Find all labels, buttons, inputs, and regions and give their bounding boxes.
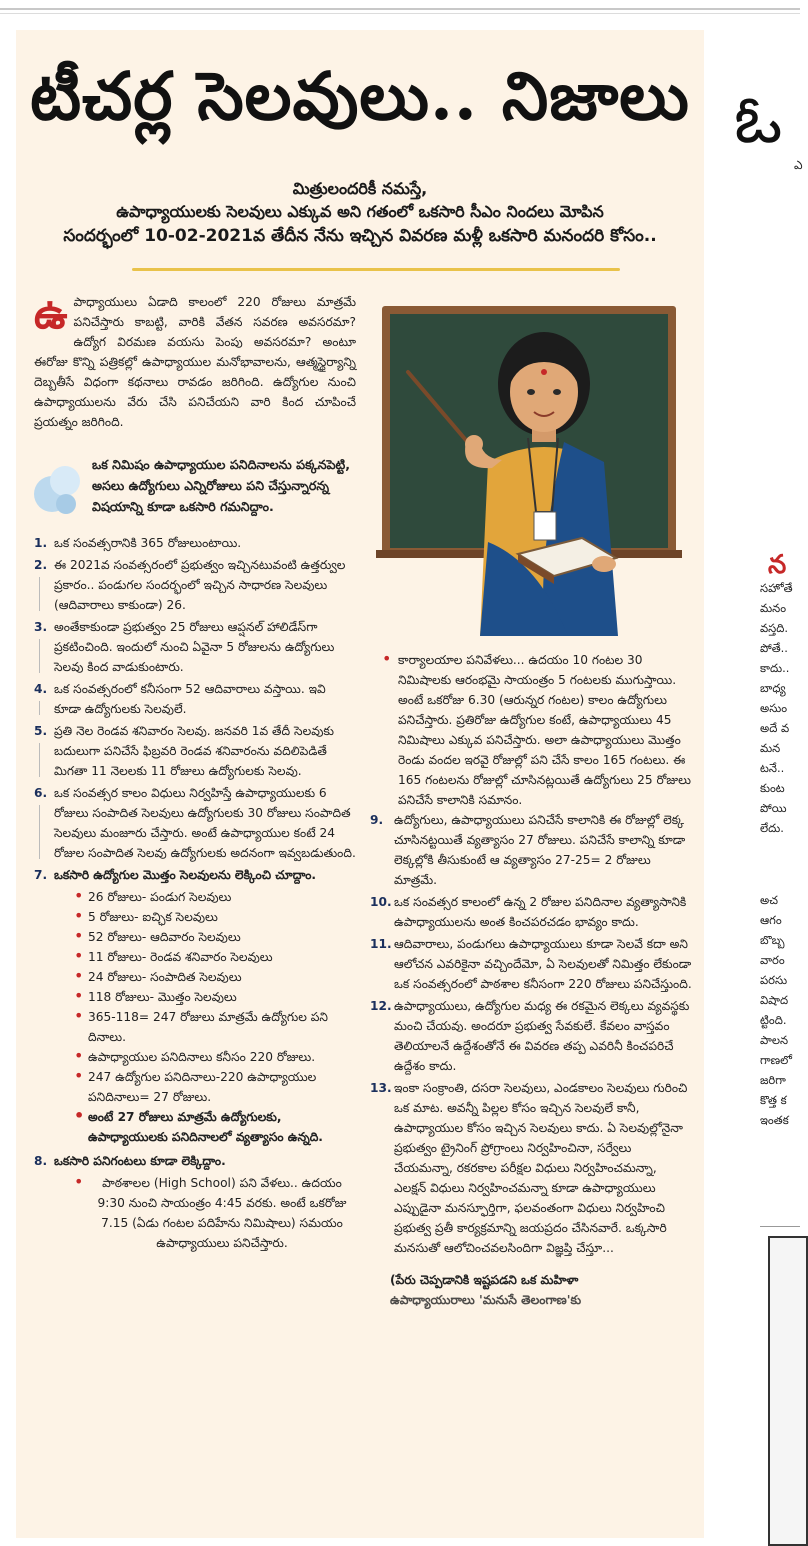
point-text: ఒక సంవత్సర కాలంలో ఉన్న 2 రోజుల పనిదినాల వ్యత్యాసానికి ఉపాధ్యాయులను అంత కించపరచడం భావ్యం కాదు. [394, 895, 687, 929]
school-hours [54, 1173, 356, 1253]
signoff: (పేరు చెప్పడానికి ఇష్టపడని ఒక మహిళా [390, 1273, 579, 1287]
list-item [34, 555, 356, 615]
point-number: 3. [34, 620, 48, 634]
point-text: ఆదివారాలు, పండుగలు ఉపాధ్యాయులు కూడా సెలవే కదా అని ఆలోచన ఎవరికైనా వచ్చిందేమో, ఏ సెలవులతో నిమిత్తం లేకుండా ఒక సంవత్సరంలో పాఠశాల కనీసంగా 220 రోజులు పనిచేస్తుంది. [394, 937, 692, 991]
holiday-tally [54, 887, 356, 1147]
point-text: ఇంకా సంక్రాంతి, దసరా సెలవులు, ఎండకాలం సెలవులు గురించి ఒక మాట. అవన్నీ పిల్లల కోసం ఇచ్చిన సెలవులే కానీ, ఉపాధ్యాయుల కోసం ఇచ్చిన సెలవులు కాదు. ఏ సెలవుల్లోనైనా ప్రభుత్వం ట్రైనింగ్ ప్రోగ్రాంలు నిర్వహించినా, సర్వేలు చేయమన్నా, రకరకాల పరీక్షల విధులు నిర్వహించమన్నా, ఎలక్షన్ విధులు నిర్వహించమన్నా కూడా ఉపాధ్యాయులు ఎప్పుడైనా మనస్ఫూర్తిగా, ఫలవంతంగా విధులు నిర్వహించి ప్రభుత్వ ప్రతీ కార్యక్రమాన్ని జయప్రదం చేసినవారే. ఒక్కసారి మనసుతో ఆలోచించవలసిందిగా విజ్ఞప్తి చేస్తూ... [394, 1081, 688, 1255]
adjacent-cartoon-panel [768, 1236, 808, 1546]
teacher-illustration [368, 292, 690, 636]
intro-underline [132, 268, 620, 271]
adjacent-intro: ఎ [794, 158, 803, 172]
intro-line-3: సందర్భంలో 10-02-2021వ తేదీన నేను ఇచ్చిన వివరణ మళ్లీ ఒకసారి మనందరి కోసం.. [63, 226, 657, 246]
tally-item-conclusion: • అంటే 27 రోజులు మాత్రమే ఉద్యోగులకు, ఉపాధ్యాయులకు పనిదినాలలో వ్యత్యాసం ఉన్నది. [54, 1107, 356, 1147]
right-column [370, 650, 692, 1307]
school-hours-item: • పాఠశాలల (High School) పని వేళలు.. ఉదయం 9:30 నుంచి సాయంత్రం 4:45 వరకు. అంటే ఒకరోజు 7.15 (ఏడు గంటల పదిహేను నిమిషాలు) సమయం ఉపాధ్యాయులు పనిచేస్తారు. [54, 1173, 356, 1253]
list-item [34, 533, 356, 553]
point-number: 8. [34, 1154, 48, 1168]
point-text: ఒక సంవత్సర కాలం విధులు నిర్వహిస్తే ఉపాధ్యాయులకు 6 రోజులు సంపాదిత సెలవులు ఉద్యోగులకు 30 రోజులు సంపాదిత సెలవులు మంజూరు చేస్తారు. అంటే ఉపాధ్యాయుల కంటే 24 రోజుల సంపాదిత సెలవు ఉద్యోగులకు అదనంగా ఇవ్వబడుతుంది. [54, 786, 356, 860]
bubble-decoration-icon [34, 458, 86, 522]
point-text: ఒకసారి పనిగంటలు కూడా లెక్కిద్దాం. [54, 1154, 226, 1168]
top-rule [0, 8, 800, 10]
adjacent-subhead: న [768, 550, 787, 580]
point-number: 12. [370, 999, 392, 1013]
lead-paragraph [34, 289, 356, 432]
list-item [34, 721, 356, 781]
point-text: ఒకసారి ఉద్యోగుల మొత్తం సెలవులను లెక్కించి చూద్దాం. [54, 868, 317, 882]
point-number: 7. [34, 868, 48, 882]
adjacent-divider [760, 1226, 800, 1227]
point-number: 11. [370, 937, 392, 951]
points-list-right [370, 810, 692, 1258]
tally-item: • 11 రోజులు- రెండవ శనివారం సెలవులు [54, 947, 356, 967]
point-text: ఉపాధ్యాయులు, ఉద్యోగుల మధ్య ఈ రకమైన లెక్కలు వ్యవస్థకు మంచి చేయవు. అందరూ ప్రభుత్వ సేవకులే. కేవలం వాస్తవం తెలియాలనే ఉద్దేశంతోనే ఈ వివరణ తప్ప ఎవరినీ కించపరిచే ఉద్దేశం కాదు. [394, 999, 690, 1073]
signoff-cut: ఉపాధ్యాయురాలు 'మనుసే తెలంగాణ'కు [390, 1293, 582, 1307]
tally-item: • 5 రోజులు- ఐచ్ఛిక సెలవులు [54, 907, 356, 927]
list-item [370, 892, 692, 932]
list-item [34, 865, 356, 1147]
adjacent-headline: ఓ [734, 81, 783, 158]
headline: టీచర్ల సెలవులు.. నిజాలు [30, 57, 690, 135]
point-number: 2. [34, 558, 48, 572]
intro-line-2: ఉపాధ్యాయులకు సెలవులు ఎక్కువ అని గతంలో ఒకసారి సీఎం నిందలు మోపిన [116, 202, 604, 221]
list-item [34, 1151, 356, 1253]
top-rule-thin [0, 13, 800, 14]
tally-item: • 365-118= 247 రోజులు మాత్రమే ఉద్యోగుల పని దినాలు. [54, 1007, 356, 1047]
callout-text: ఒక నిమిషం ఉపాధ్యాయుల పనిదినాలను పక్కనపెట్టి, అసలు ఉద్యోగులు ఎన్నిరోజులు పని చేస్తున్నారన్న విషయాన్ని కూడా ఒకసారి గమనిద్దాం. [92, 457, 351, 514]
id-badge [534, 512, 556, 540]
point-text: ఒక సంవత్సరంలో కనీసంగా 52 ఆదివారాలు వస్తాయి. ఇవి కూడా ఉద్యోగులకు సెలవులే. [54, 682, 326, 716]
tally-item: • 26 రోజులు- పండుగ సెలవులు [54, 887, 356, 907]
point-number: 13. [370, 1081, 392, 1095]
list-item [370, 810, 692, 890]
list-item [34, 679, 356, 719]
point-number: 1. [34, 536, 48, 550]
office-hours-item: • కార్యాలయాల పనివేళలు... ఉదయం 10 గంటల 30 నిమిషాలకు ఆరంభమై సాయంత్రం 5 గంటలకు ముగుస్తాయి. అంటే ఒకరోజు 6.30 (ఆరున్నర గంటల) కాలం ఉద్యోగులు పనిచేస్తారు. ప్రతిరోజు ఉద్యోగుల కంటే, ఉపాధ్యాయులు 45 నిమిషాలు ఎక్కువ పనిచేస్తారు. అలా ఉపాధ్యాయులు మొత్తం రెండు వందల ఇరవై రోజుల్లో పని చేసే కాలం 165 గంటలు. ఈ 165 గంటలను రోజుల్లో చూసినట్లయితే ఉద్యోగులు 25 రోజులు పనిచేసే కాలానికి సమానం. [370, 650, 692, 810]
point-number: 4. [34, 682, 48, 696]
intro-block [16, 178, 704, 248]
list-item [34, 617, 356, 677]
point-number: 10. [370, 895, 392, 909]
point-text: ప్రతి నెల రెండవ శనివారం సెలవు. జనవరి 1వ తేదీ సెలవుకు బదులుగా పనిచేసే ఫిబ్రవరి రెండవ శనివారంను వదిలిపెడితే మిగతా 11 నెలలకు 11 రోజులు ఉద్యోగులకు సెలవు. [54, 724, 334, 778]
intro-greeting: మిత్రులందరికీ నమస్తే, [292, 179, 428, 198]
adjacent-text-2: అచ ఆగం బొబ్బ వారం పరసు విషాద ట్టింది. పాలన గాణలో జరిగా కొత్త క ఇంతక [760, 893, 792, 1127]
point-number: 6. [34, 786, 48, 800]
teacher-illustration-svg [368, 292, 690, 636]
point-text: ఉద్యోగులు, ఉపాధ్యాయులు పనిచేసే కాలానికి ఈ రోజుల్లో లెక్క చూసినట్టయితే వ్యత్యాసం 27 రోజులు. పనిచేసే కాలాన్ని కూడా లెక్కల్లోకి తీసుకుంటే ఆ వ్యత్యాసం 27-25= 2 రోజులు మాత్రమే. [394, 813, 686, 887]
tally-item: • 118 రోజులు- మొత్తం సెలవులు [54, 987, 356, 1007]
drop-cap: ఉ [34, 289, 68, 338]
list-item [34, 783, 356, 863]
tally-item: • 24 రోజులు- సంపాదిత సెలవులు [54, 967, 356, 987]
adjacent-text-1: సహోతే మనం వస్తది. పోతే.. కాదు.. బాధ్య అసుం అదే వ మన టనే.. కుంట పోయి లేదు. [760, 581, 793, 835]
point-text: ఒక సంవత్సరానికి 365 రోజులుంటాయి. [54, 536, 242, 550]
point-number: 9. [370, 813, 384, 827]
tally-item: • 52 రోజులు- ఆదివారం సెలవులు [54, 927, 356, 947]
left-column [34, 289, 356, 1257]
points-list-left [34, 533, 356, 1253]
tally-item: • ఉపాధ్యాయుల పనిదినాలు కనీసం 220 రోజులు. [54, 1047, 356, 1067]
callout [34, 454, 356, 517]
tally-item: • 247 ఉద్యోగుల పనిదినాలు-220 ఉపాధ్యాయుల పనిదినాలు= 27 రోజులు. [54, 1067, 356, 1107]
list-item [370, 934, 692, 994]
point-number: 5. [34, 724, 48, 738]
point-text: అంతేకాకుండా ప్రభుత్వం 25 రోజులు ఆప్షనల్ హాలిడేస్‌గా ప్రకటించింది. ఇందులో నుంచి ఏవైనా 5 రోజులను ఉద్యోగులు సెలవు కింద వాడుకుంటారు. [54, 620, 335, 674]
list-item [370, 1078, 692, 1258]
adjacent-article [716, 30, 803, 1538]
point-text: ఈ 2021వ సంవత్సరంలో ప్రభుత్వం ఇచ్చినటువంటి ఉత్తర్వుల ప్రకారం.. పండుగల సందర్భంలో ఇచ్చిన సాధారణ సెలవులు (ఆదివారాలు కాకుండా) 26. [54, 558, 346, 612]
article [16, 30, 704, 1538]
list-item [370, 996, 692, 1076]
lead-text: పాధ్యాయులు ఏడాది కాలంలో 220 రోజులు మాత్రమే పనిచేస్తారు కాబట్టి, వారికి వేతన సవరణ అవసరమా? ఉద్యోగ విరమణ వయసు పెంపు అవసరమా? అంటూ ఈరోజు కొన్ని పత్రికల్లో ఉపాధ్యాయుల మనోభావాలను, ఆత్మస్థైర్యాన్ని దెబ్బతీసే విధంగా కథనాలు రావడం జరిగింది. ఉద్యోగుల నుంచి ఉపాధ్యాయులను వేరు చేసి పనిచేయని వారి కింద చూపించే ప్రయత్నం జరిగింది. [34, 295, 356, 429]
